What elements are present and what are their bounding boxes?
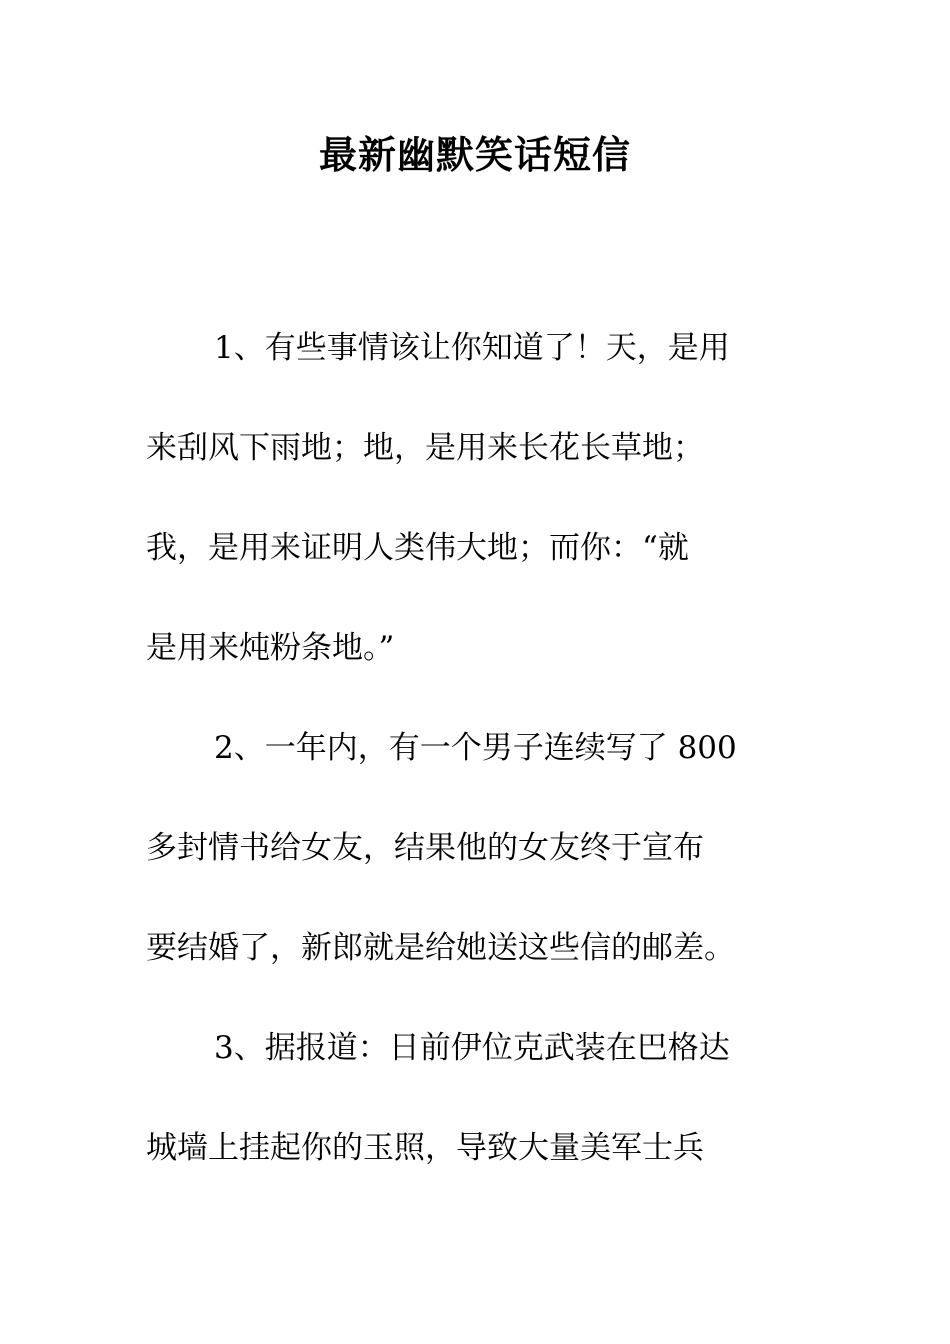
- paragraph-line: 1、有些事情该让你知道了！天，是用: [214, 330, 730, 366]
- paragraph-line: 我，是用来证明人类伟大地；而你：“就: [146, 530, 689, 566]
- paragraph-line: 多封情书给女友，结果他的女友终于宣布: [146, 830, 704, 866]
- paragraph-line: 城墙上挂起你的玉照，导致大量美军士兵: [146, 1130, 704, 1166]
- paragraph-3: [146, 998, 806, 1198]
- paragraph-line: 要结婚了，新郎就是给她送这些信的邮差。: [146, 930, 735, 966]
- paragraph-line: 2、一年内，有一个男子连续写了 800: [214, 730, 737, 766]
- paragraph-line: 是用来炖粉条地。”: [146, 630, 395, 666]
- paragraph-line: 3、据报道：日前伊位克武装在巴格达: [214, 1030, 730, 1066]
- document-title: 最新幽默笑话短信: [318, 132, 631, 177]
- document-body: [146, 298, 806, 1198]
- paragraph-2: [146, 698, 806, 998]
- paragraph-1: [146, 298, 806, 698]
- paragraph-line: 来刮风下雨地；地，是用来长花长草地；: [146, 430, 704, 466]
